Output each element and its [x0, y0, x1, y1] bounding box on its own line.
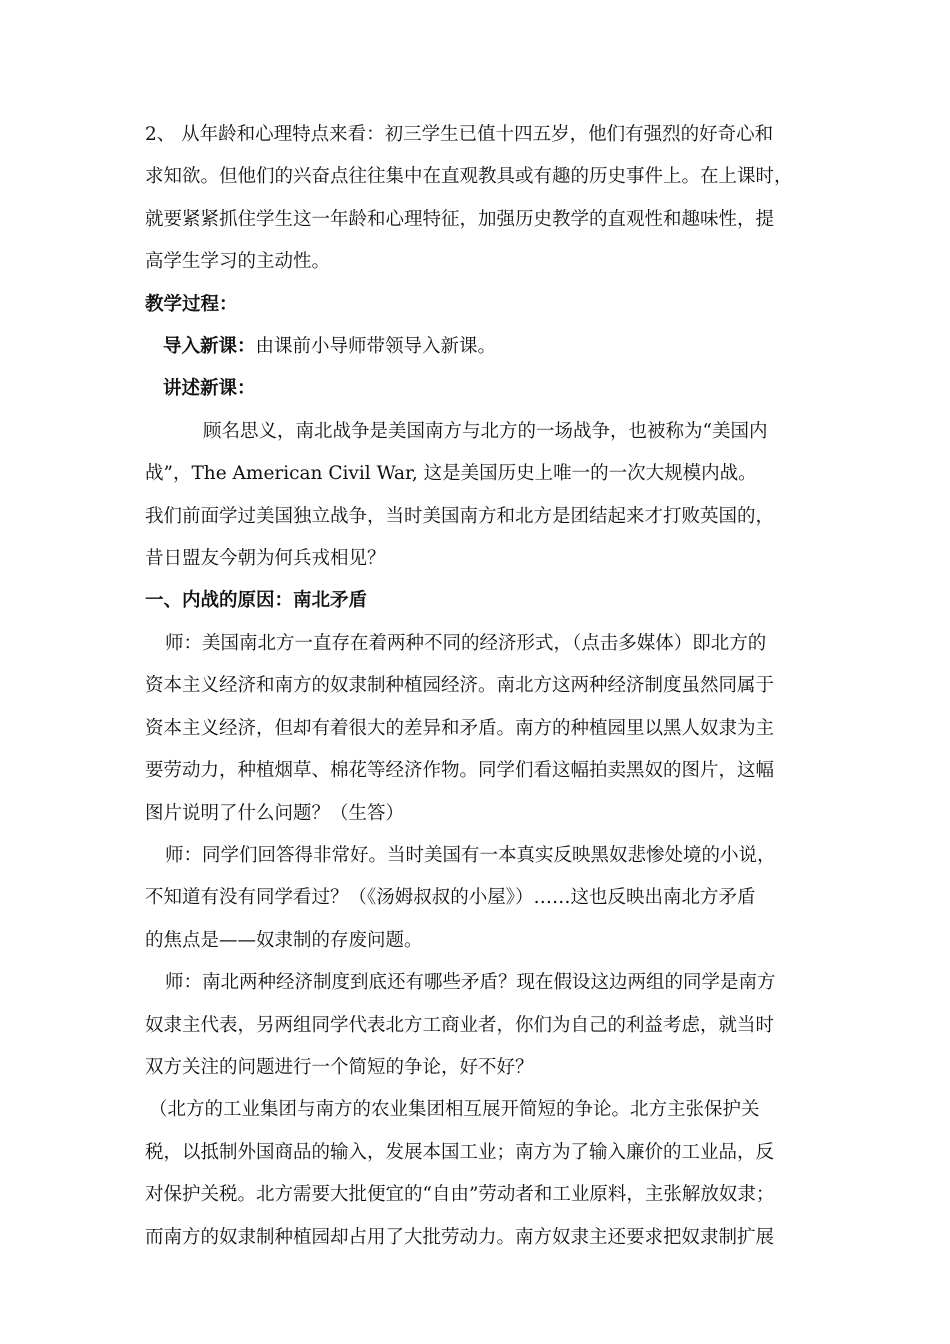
text-line: 高学生学习的主动性。: [145, 251, 331, 273]
paragraph-intro: [145, 326, 815, 368]
text-line: 税，以抵制外国商品的输入，发展本国工业；南方为了输入廉价的工业品，反: [145, 1141, 775, 1163]
paragraph-debate: [145, 1089, 815, 1259]
text-line: 师：南北两种经济制度到底还有哪些矛盾？现在假设这边两组的同学是南方: [165, 972, 776, 994]
paragraph-teacher-2: [145, 835, 815, 962]
paragraph-teacher-1: [145, 623, 815, 835]
text-line: 的焦点是——奴隶制的存废问题。: [145, 929, 423, 951]
section-heading-causes: 一、内战的原因：南北矛盾: [145, 590, 368, 612]
text-line: 求知欲。但他们的兴奋点往往集中在直观教具或有趣的历史事件上。在上课时，: [145, 166, 793, 188]
text-line: 不知道有没有同学看过？（《汤姆叔叔的小屋》）……这也反映出南北方矛盾: [145, 887, 756, 909]
paragraph-teacher-3: [145, 962, 815, 1089]
text-line: 双方关注的问题进行一个简短的争论，好不好？: [145, 1056, 534, 1078]
text-line: 而南方的奴隶制种植园却占用了大批劳动力。南方奴隶主还要求把奴隶制扩展: [145, 1226, 775, 1248]
text-line: 师：同学们回答得非常好。当时美国有一本真实反映黑奴悲惨处境的小说，: [165, 844, 776, 866]
heading-teaching-process: 教学过程：: [145, 293, 238, 315]
text-line: （北方的工业集团与南方的农业集团相互展开简短的争论。北方主张保护关: [149, 1099, 760, 1121]
document-body: [145, 114, 815, 1259]
text-line: 对保护关税。北方需要大批便宜的“自由”劳动者和工业原料，主张解放奴隶；: [145, 1184, 775, 1206]
intro-text: 由课前小导师带领导入新课。: [255, 336, 497, 358]
lecture-label: 讲述新课：: [163, 378, 256, 400]
text-line: 战”，The American Civil War, 这是美国历史上唯一的一次大规模内战。: [145, 463, 757, 485]
text-line: 资本主义经济，但却有着很大的差异和矛盾。南方的种植园里以黑人奴隶为主: [145, 717, 775, 739]
text-line: 要劳动力，种植烟草、棉花等经济作物。同学们看这幅拍卖黑奴的图片，这幅: [145, 760, 775, 782]
text-line: 昔日盟友今朝为何兵戎相见？: [145, 548, 386, 570]
text-line: 奴隶主代表，另两组同学代表北方工商业者，你们为自己的利益考虑，就当时: [145, 1014, 775, 1036]
paragraph-age-psychology: [145, 114, 815, 284]
text-line: 图片说明了什么问题？（生答）: [145, 802, 405, 824]
text-line: 师：美国南北方一直存在着两种不同的经济形式，（点击多媒体）即北方的: [165, 632, 767, 654]
text-line: 2、 从年龄和心理特点来看：初三学生已值十四五岁，他们有强烈的好奇心和: [145, 124, 774, 145]
text-line: 就要紧紧抓住学生这一年龄和心理特征，加强历史教学的直观性和趣味性，提: [145, 208, 775, 230]
intro-label: 导入新课：: [163, 336, 256, 358]
text-line: 资本主义经济和南方的奴隶制种植园经济。南北方这两种经济制度虽然同属于: [145, 675, 775, 697]
text-line: 顾名思义，南北战争是美国南方与北方的一场战争，也被称为“美国内: [203, 420, 768, 442]
paragraph-lecture: [145, 411, 815, 581]
text-line: 我们前面学过美国独立战争，当时美国南方和北方是团结起来才打败英国的，: [145, 505, 775, 527]
